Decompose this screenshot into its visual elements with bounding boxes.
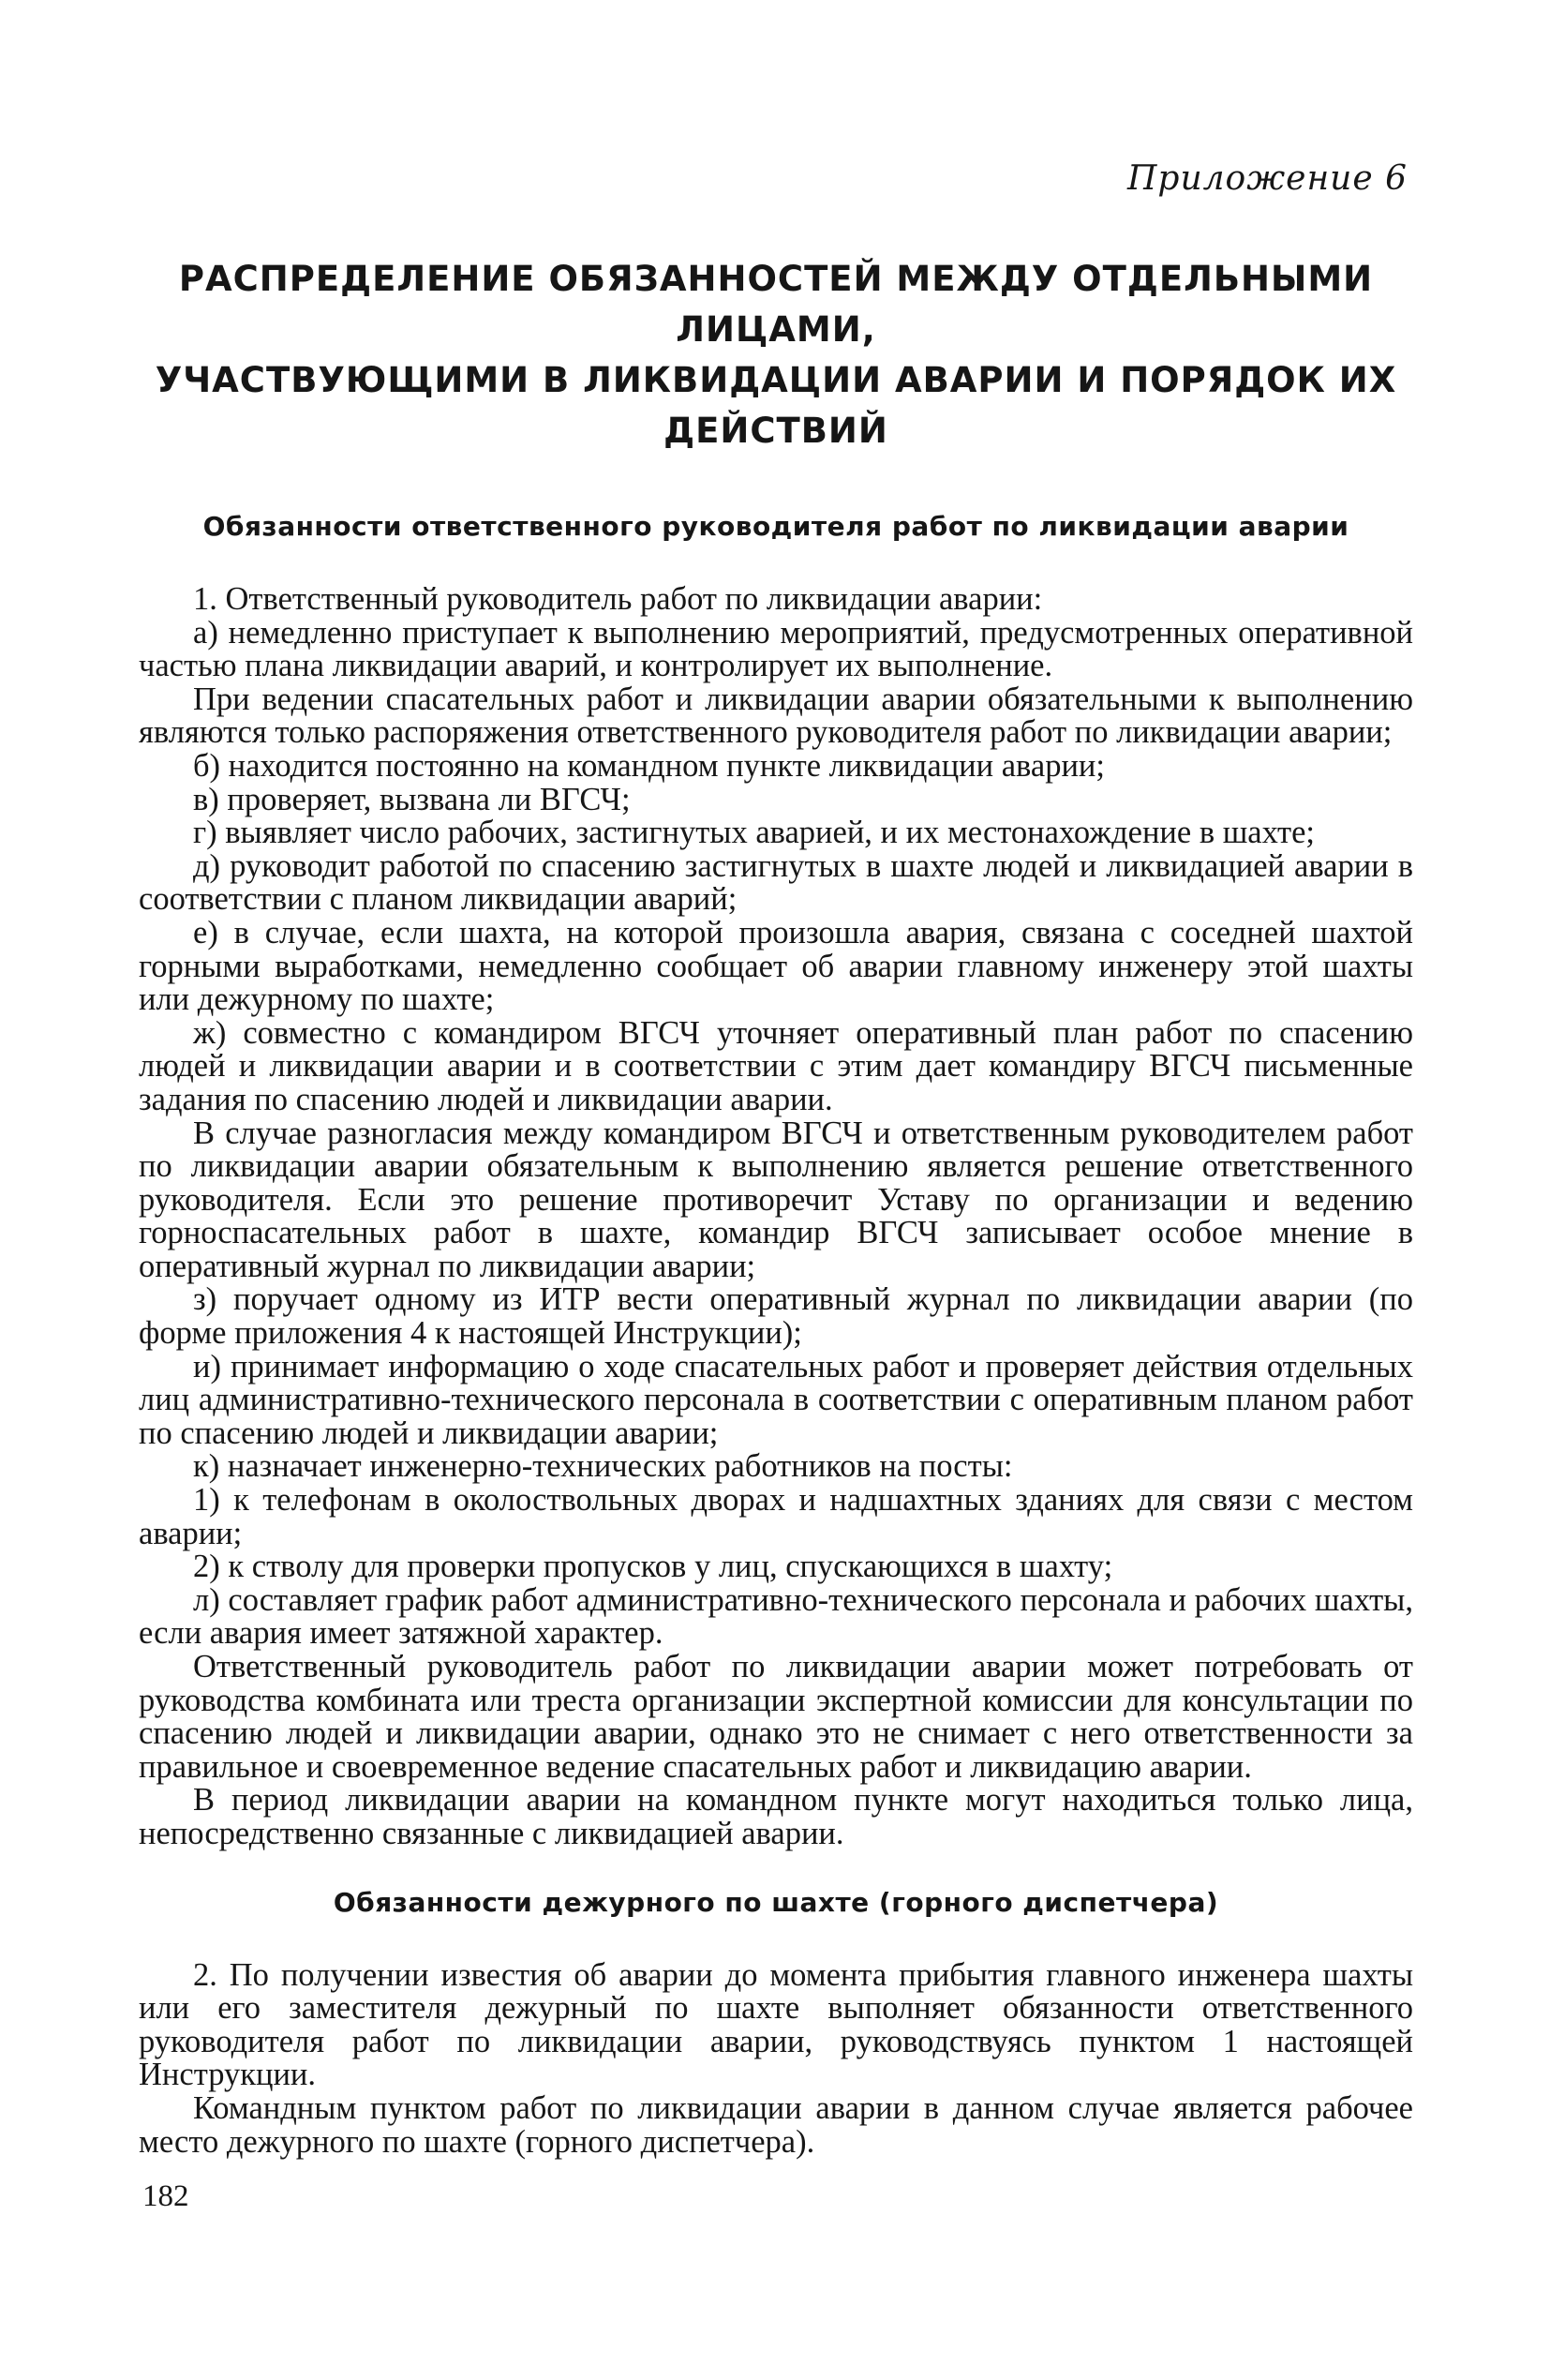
paragraph-2: 2. По получении известия об аварии до момента прибытия главного инженера шахты или его заместителя дежурный по шахте выполняет обязанности ответственного руководителя работ по ликвидации аварии, руководствуясь пунктом 1 настоящей Инструкции.	[139, 1956, 1413, 2093]
paragraph-item-v: в) проверяет, вызвана ли ВГСЧ;	[193, 781, 631, 817]
paragraph-post-2: 2) к стволу для проверки пропусков у лиц, спускающихся в шахту;	[193, 1549, 1113, 1585]
paragraph-expert-commission: Ответственный руководитель работ по ликвидации аварии может потребовать от руководства комбината или треста организации экспертной комиссии для консультации по спасению людей и ликвидации аварии, однако это не снимает с него ответственности за правильное и своевременное ведение спасательных работ и ликвидацию аварии.	[139, 1649, 1413, 1785]
section-heading-dispatcher: Обязанности дежурного по шахте (горного диспетчера)	[333, 1886, 1219, 1918]
section-body-dispatcher	[139, 1956, 1413, 2160]
paragraph-item-d: д) руководит работой по спасению застигнутых в шахте людей и ликвидацией аварии в соответствии с планом ликвидации аварий;	[139, 847, 1413, 918]
document-title-line-2: УЧАСТВУЮЩИМИ В ЛИКВИДАЦИИ АВАРИИ И ПОРЯДОК ИХ ДЕЙСТВИЙ	[155, 360, 1397, 451]
paragraph-item-k: к) назначает инженерно-технических работников на посты:	[193, 1448, 1013, 1485]
paragraph-item-e: е) в случае, если шахта, на которой произошла авария, связана с соседней шахтой горными выработками, немедленно сообщает об аварии главному инженеру этой шахты или дежурному по шахте;	[139, 914, 1413, 1018]
document-title	[139, 254, 1413, 457]
paragraph-command-post: В период ликвидации аварии на командном пункте могут находиться только лица, непосредственно связанные с ликвидацией аварии.	[139, 1782, 1413, 1851]
document-title-line-1: РАСПРЕДЕЛЕНИЕ ОБЯЗАННОСТЕЙ МЕЖДУ ОТДЕЛЬНЫМИ ЛИЦАМИ,	[178, 259, 1374, 350]
appendix-label: Приложение 6	[1127, 159, 1408, 198]
section-heading-manager: Обязанности ответственного руководителя работ по ликвидации аварии	[202, 511, 1349, 542]
paragraph-item-a: а) немедленно приступает к выполнению мероприятий, предусмотренных оперативной частью плана ликвидации аварий, и контролирует их выполнение.	[139, 614, 1413, 684]
paragraph-disagreement: В случае разногласия между командиром ВГСЧ и ответственным руководителем работ по ликвидации аварии обязательным к выполнению является решение ответственного руководителя. Если это решение противоречит Уставу по организации и ведению горноспасательных работ в шахте, командир ВГСЧ записывает особое мнение в оперативный журнал по ликвидации аварии;	[139, 1115, 1413, 1284]
paragraph-dispatcher-command-post: Командным пунктом работ по ликвидации аварии в данном случае является рабочее место дежурного по шахте (горного диспетчера).	[139, 2089, 1413, 2160]
paragraph-1: 1. Ответственный руководитель работ по ликвидации аварии:	[193, 581, 1043, 617]
paragraph-item-l: л) составляет график работ административно-технического персонала и рабочих шахты, если авария имеет затяжной характер.	[139, 1581, 1413, 1652]
page-content	[139, 159, 1413, 2214]
paragraph-post-1: 1) к телефонам в околоствольных дворах и надшахтных зданиях для связи с местом аварии;	[139, 1482, 1413, 1551]
paragraph-item-g: г) выявляет число рабочих, застигнутых аварией, и их местонахождение в шахте;	[193, 815, 1315, 851]
paragraph-item-b: б) находится постоянно на командном пункте ликвидации аварии;	[193, 747, 1105, 784]
paragraph-item-z: з) поручает одному из ИТР вести оперативный журнал по ликвидации аварии (по форме приложения 4 к настоящей Инструкции);	[139, 1281, 1413, 1352]
paragraph-item-i: и) принимает информацию о ходе спасательных работ и проверяет действия отдельных лиц административно-технического персонала в соответствии с оперативным планом работ по спасению людей и ликвидации аварии;	[139, 1348, 1413, 1451]
paragraph-rescue-orders: При ведении спасательных работ и ликвидации аварии обязательными к выполнению являются только распоряжения ответственного руководителя работ по ликвидации аварии;	[139, 681, 1413, 751]
page-number: 182	[142, 2179, 189, 2214]
paragraph-item-zh: ж) совместно с командиром ВГСЧ уточняет оперативный план работ по спасению людей и ликвидации аварии и в соответствии с этим дает командиру ВГСЧ письменные задания по спасению людей и ликвидации аварии.	[139, 1014, 1413, 1117]
section-body-manager	[139, 583, 1413, 1851]
